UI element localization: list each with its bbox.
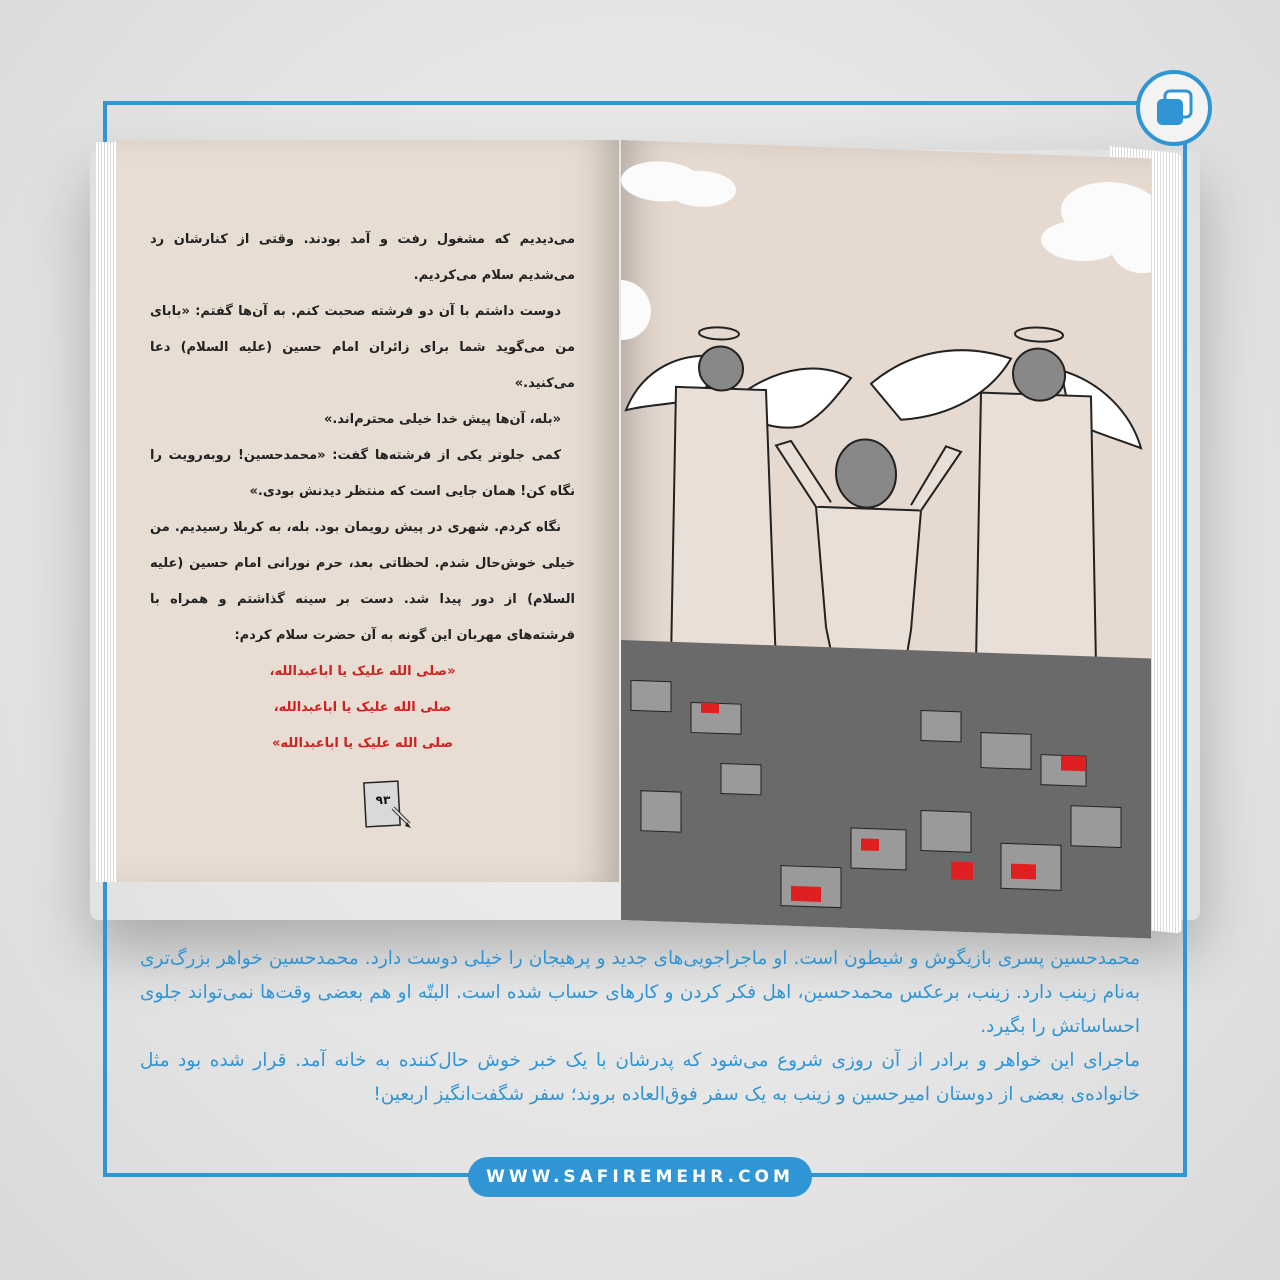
stacked-squares-icon [1136,70,1212,146]
website-link[interactable]: WWW.SAFIREMEHR.COM [468,1157,812,1197]
story-text [150,222,575,762]
story-paragraph: کمی جلوتر یکی از فرشته‌ها گفت: «محمدحسین! روبه‌رویت را نگاه کن! همان جایی است که منتظر دیدنش بودی.» [150,448,575,499]
cloud-shapes [621,159,1151,359]
description-paragraph: محمدحسین پسری بازیگوش و شیطون است. او ماجراجویی‌های جدید و پرهیجان را خیلی دوست دارد. محمدحسین خواهر بزرگ‌تری به‌نام زینب دارد. زینب، برعکس محمدحسین، اهل فکر کردن و کارهای حساب شده است. البتّه او هم بعضی وقت‌ها نمی‌تواند جلوی احساساتش را بگیرد. [140,948,1140,1037]
story-paragraph: دوست داشتم با آن دو فرشته صحبت کنم. به آن‌ها گفتم: «بابای من می‌گوید شما برای زائران امام حسین (علیه السلام) دعا می‌کنید.» [150,304,575,391]
story-paragraph: «بله، آن‌ها پیش خدا خیلی محترم‌اند.» [323,412,561,427]
illustration-page [621,140,1151,939]
salutation-verse: صلی الله علیک یا اباعبدالله» [271,736,454,751]
description-paragraph: ماجرای این خواهر و برادر از آن روزی شروع می‌شود که پدرشان با یک خبر خوش حال‌کننده به خانه آمد. قرار شده بود مثل خانواده‌ی بعضی از دوستان امیرحسین و زینب به یک سفر فوق‌العاده بروند؛ سفر شگفت‌انگیز اربعین! [140,1050,1140,1105]
story-paragraph: می‌دیدیم که مشغول رفت و آمد بودند. وقتی از کنارشان رد می‌شدیم سلام می‌کردیم. [150,232,575,283]
book-page-edges-left [96,142,116,882]
salutation-verse: «صلی الله علیک یا اباعبدالله، [269,664,456,679]
salutation-verse: صلی الله علیک یا اباعبدالله، [273,700,452,715]
page-number: ۹۳ [375,793,391,807]
book-description [140,942,1140,1112]
story-paragraph: نگاه کردم. شهری در پیش رویمان بود. بله، به کربلا رسیدیم. من خیلی خوش‌حال شدم. لحظاتی بعد، حرم نورانی امام حسین (علیه السلام) از دور پیدا شد. دست بر سینه گذاشتم و همراه با فرشته‌های مهربان این گونه به آن حضرت سلام کردم: [150,520,575,643]
angels-illustration [621,140,1151,939]
